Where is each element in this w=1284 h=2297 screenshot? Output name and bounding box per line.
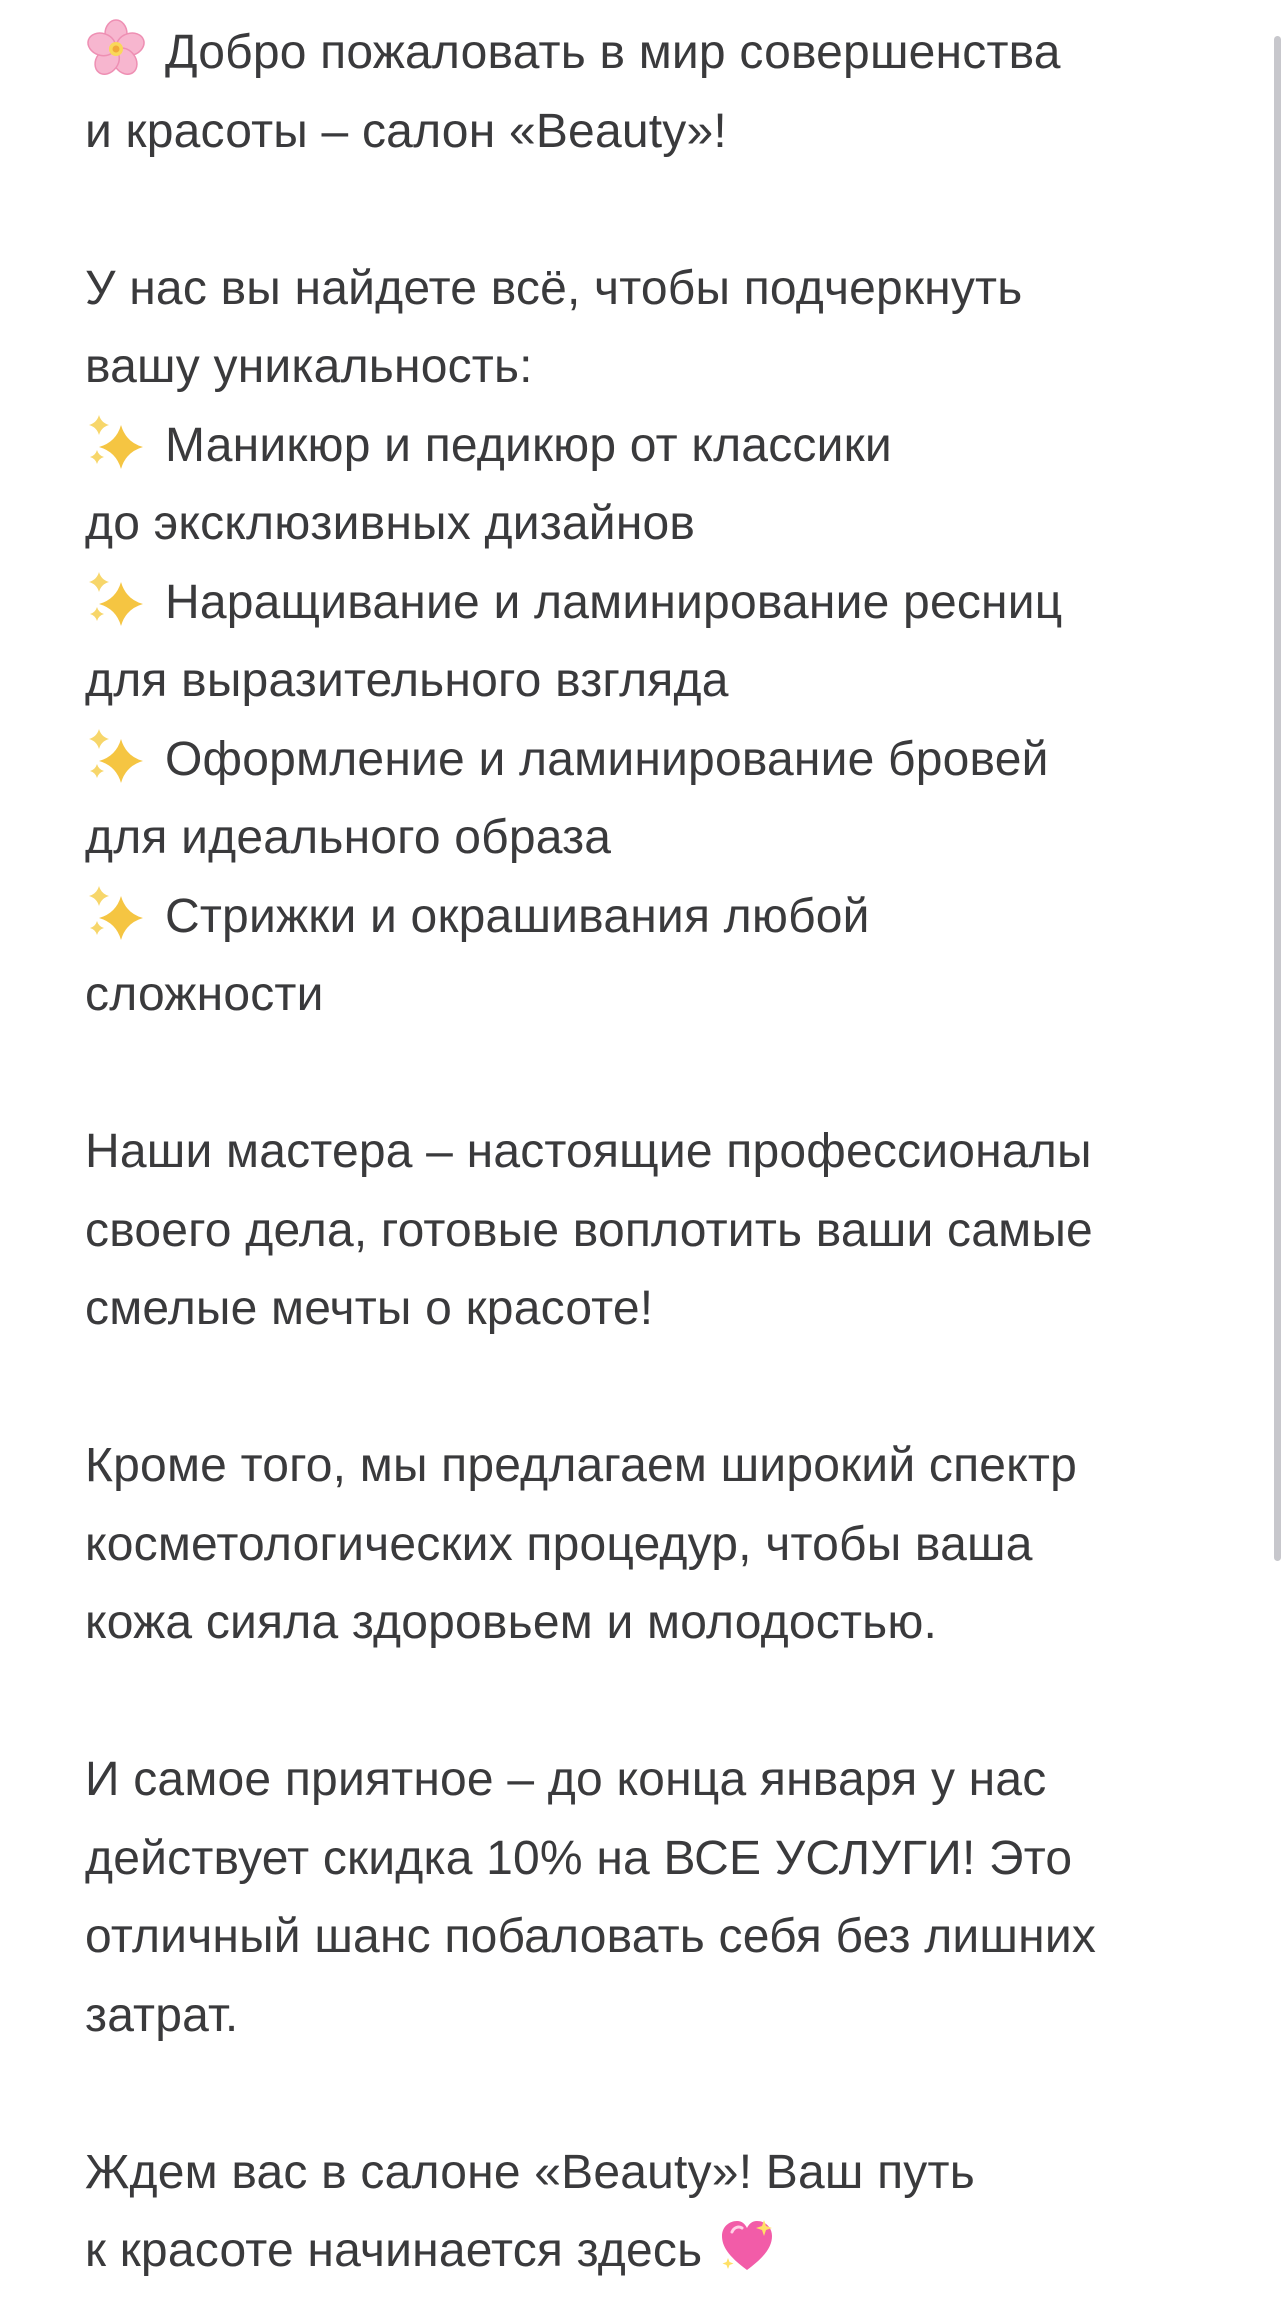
message-line-text: вашу уникальность: xyxy=(85,340,533,393)
message-line xyxy=(85,1113,1225,1192)
message-line xyxy=(85,485,1225,564)
message-line xyxy=(85,2212,1225,2291)
message-line-text: косметологических процедур, чтобы ваша xyxy=(85,1517,1033,1571)
scrollbar[interactable] xyxy=(1266,0,1284,2297)
scrollbar-thumb[interactable] xyxy=(1274,36,1281,1561)
sparkles-icon xyxy=(85,568,147,630)
message-line xyxy=(85,2134,1225,2213)
message-line-text: Ждем вас в салоне «Beauty»! Ваш путь xyxy=(85,2145,975,2199)
message-line xyxy=(85,1820,1225,1899)
message-line xyxy=(85,642,1225,721)
message-line-text: кожа сияла здоровьем и молодостью. xyxy=(85,1596,938,1649)
message-line-text: сложности xyxy=(85,968,324,1021)
message-line-text: И самое приятное – до конца января у нас xyxy=(85,1753,1047,1806)
message-line xyxy=(85,564,1225,643)
paragraph-spacer xyxy=(85,2055,1225,2134)
message-line xyxy=(85,328,1225,407)
message-line-text: Кроме того, мы предлагаем широкий спектр xyxy=(85,1439,1077,1492)
sparkles-icon xyxy=(85,411,147,473)
message-line-text: Добро пожаловать в мир совершенства xyxy=(165,26,1061,79)
message-line-text: к красоте начинается здесь xyxy=(85,2224,703,2277)
message-line xyxy=(85,1427,1225,1506)
message-line xyxy=(85,1977,1225,2056)
message-line-text: для идеального образа xyxy=(85,811,612,864)
cherry-blossom-icon xyxy=(85,18,147,80)
message-line xyxy=(85,721,1225,800)
message-line xyxy=(85,14,1225,93)
message-line-text: до эксклюзивных дизайнов xyxy=(85,497,696,550)
message-line-text: Наши мастера – настоящие профессионалы xyxy=(85,1125,1092,1178)
message-body xyxy=(85,14,1225,2291)
message-line xyxy=(85,1741,1225,1820)
message-line xyxy=(85,1192,1225,1271)
message-line xyxy=(85,878,1225,957)
sparkles-icon xyxy=(85,882,147,944)
message-line-text: отличный шанс побаловать себя без лишних xyxy=(85,1910,1097,1963)
message-line xyxy=(85,407,1225,486)
message-line xyxy=(85,1270,1225,1349)
message-line-text: У нас вы найдете всё, чтобы подчеркнуть xyxy=(85,261,1023,315)
message-line xyxy=(85,799,1225,878)
message-line-text: для выразительного взгляда xyxy=(85,654,729,707)
message-line-text: и красоты – салон «Beauty»! xyxy=(85,104,727,158)
message-line xyxy=(85,1584,1225,1663)
message-line xyxy=(85,93,1225,172)
message-line-text: Стрижки и окрашивания любой xyxy=(165,889,870,943)
sparkling-heart-icon xyxy=(716,2216,778,2278)
message-line-text: своего дела, готовые воплотить ваши самые xyxy=(85,1203,1093,1257)
message-line-text: смелые мечты о красоте! xyxy=(85,1282,654,1335)
message-line-text: действует скидка 10% на ВСЕ УСЛУГИ! Это xyxy=(85,1831,1073,1885)
message-line xyxy=(85,1506,1225,1585)
paragraph-spacer xyxy=(85,1349,1225,1428)
sparkles-icon xyxy=(85,725,147,787)
message-line-text: Маникюр и педикюр от классики xyxy=(165,418,892,472)
paragraph-spacer xyxy=(85,171,1225,250)
message-line-text: Наращивание и ламинирование ресниц xyxy=(165,575,1063,629)
paragraph-spacer xyxy=(85,1035,1225,1114)
message-line-text: Оформление и ламинирование бровей xyxy=(165,732,1049,786)
paragraph-spacer xyxy=(85,1663,1225,1742)
message-line xyxy=(85,956,1225,1035)
message-line xyxy=(85,250,1225,329)
message-line xyxy=(85,1898,1225,1977)
message-line-text: затрат. xyxy=(85,1988,239,2042)
